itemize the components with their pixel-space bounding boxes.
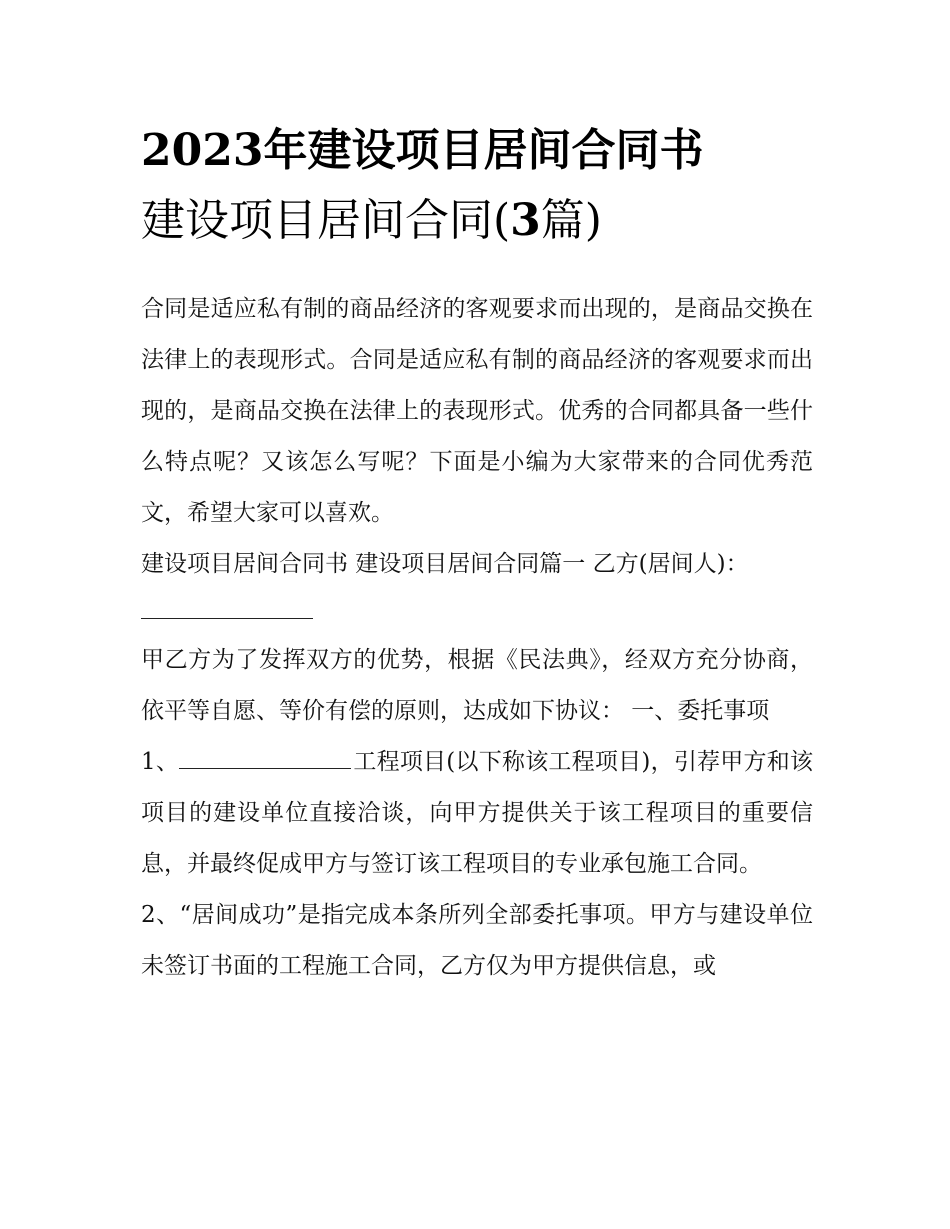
intro-paragraph: 合同是适应私有制的商品经济的客观要求而出现的，是商品交换在法律上的表现形式。合同是适应私有制的商品经济的客观要求而出现的，是商品交换在法律上的表现形式。优秀的合同都具备一些什么特点呢？又该怎么写呢？下面是小编为大家带来的合同优秀范文，希望大家可以喜欢。: [141, 296, 813, 526]
title-line-1: 2023年建设项目居间合同书: [141, 125, 704, 176]
item-1-text: 工程项目(以下称该工程项目)，引荐甲方和该项目的建设单位直接洽谈，向甲方提供关于该工程项目的重要信息，并最终促成甲方与签订该工程项目的专业承包施工合同。: [141, 749, 813, 877]
title-line-2-suffix: 篇): [540, 195, 602, 246]
item-1-paragraph: [141, 737, 813, 890]
item-1-number: 1、: [141, 749, 180, 775]
title-line-2-number: 3: [510, 195, 541, 246]
item-2-paragraph: 2、“居间成功”是指完成本条所列全部委托事项。甲方与建设单位未签订书面的工程施工合同，乙方仅为甲方提供信息，或: [141, 902, 813, 979]
agreement-paragraph: 甲乙方为了发挥双方的优势，根据《民法典》，经双方充分协商，依平等自愿、等价有偿的原则，达成如下协议： 一、委托事项: [141, 647, 813, 724]
document-page: [141, 116, 813, 992]
title-line-2: [141, 186, 813, 256]
project-name-blank: [179, 746, 351, 769]
title-line-2-prefix: 建设项目居间合同(: [141, 195, 511, 246]
party-name-blank: [141, 590, 313, 619]
party-line: 建设项目居间合同书 建设项目居间合同篇一 乙方(居间人)：: [141, 551, 749, 577]
document-title: [141, 116, 813, 256]
